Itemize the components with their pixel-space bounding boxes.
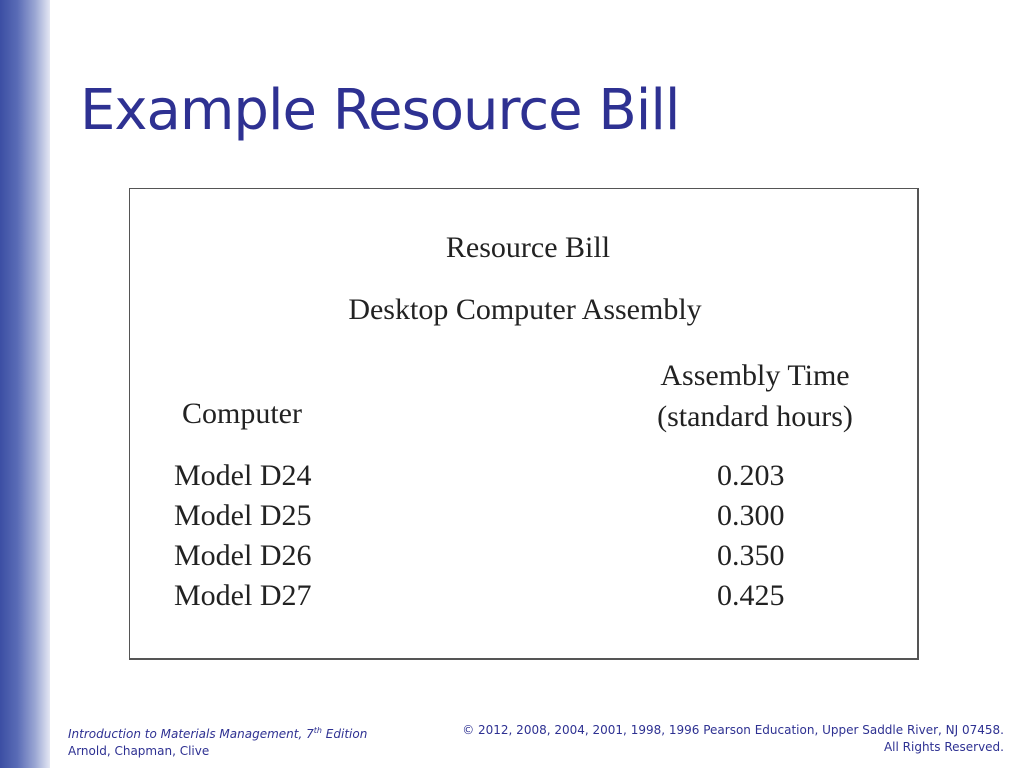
footer-copyright-line: © 2012, 2008, 2004, 2001, 1998, 1996 Pearson Education, Upper Saddle River, NJ 07458. xyxy=(462,723,1004,737)
column-header-assembly-time-line2: (standard hours) xyxy=(657,400,853,433)
resource-bill-table xyxy=(129,188,919,660)
hours-cell: 0.425 xyxy=(717,579,785,612)
footer-book-title-pre: Introduction to Materials Management, 7 xyxy=(68,727,314,741)
bill-subtitle: Desktop Computer Assembly xyxy=(348,293,702,326)
bill-rows xyxy=(130,456,920,616)
model-cell: Model D26 xyxy=(174,539,312,572)
hours-cell: 0.350 xyxy=(717,539,785,572)
decorative-side-bar xyxy=(0,0,50,768)
footer-edition-superscript: th xyxy=(313,726,322,735)
table-row xyxy=(130,456,920,496)
hours-cell: 0.300 xyxy=(717,499,785,532)
bill-title: Resource Bill xyxy=(445,231,611,264)
footer-book-title-post: Edition xyxy=(321,727,368,741)
column-header-assembly-time xyxy=(620,355,890,437)
footer-rights-line: All Rights Reserved. xyxy=(883,740,1004,754)
model-cell: Model D27 xyxy=(174,579,312,612)
table-row xyxy=(130,576,920,616)
table-row xyxy=(130,536,920,576)
model-cell: Model D25 xyxy=(174,499,312,532)
column-header-computer: Computer xyxy=(182,397,302,430)
hours-cell: 0.203 xyxy=(717,459,785,492)
slide-title: Example Resource Bill xyxy=(80,78,680,143)
model-cell: Model D24 xyxy=(174,459,312,492)
footer-book-info xyxy=(68,722,367,760)
footer-book-title xyxy=(68,722,367,743)
column-header-assembly-time-line1: Assembly Time xyxy=(660,359,850,392)
table-row xyxy=(130,496,920,536)
footer-authors: Arnold, Chapman, Clive xyxy=(68,744,210,758)
footer-copyright xyxy=(462,722,1004,756)
